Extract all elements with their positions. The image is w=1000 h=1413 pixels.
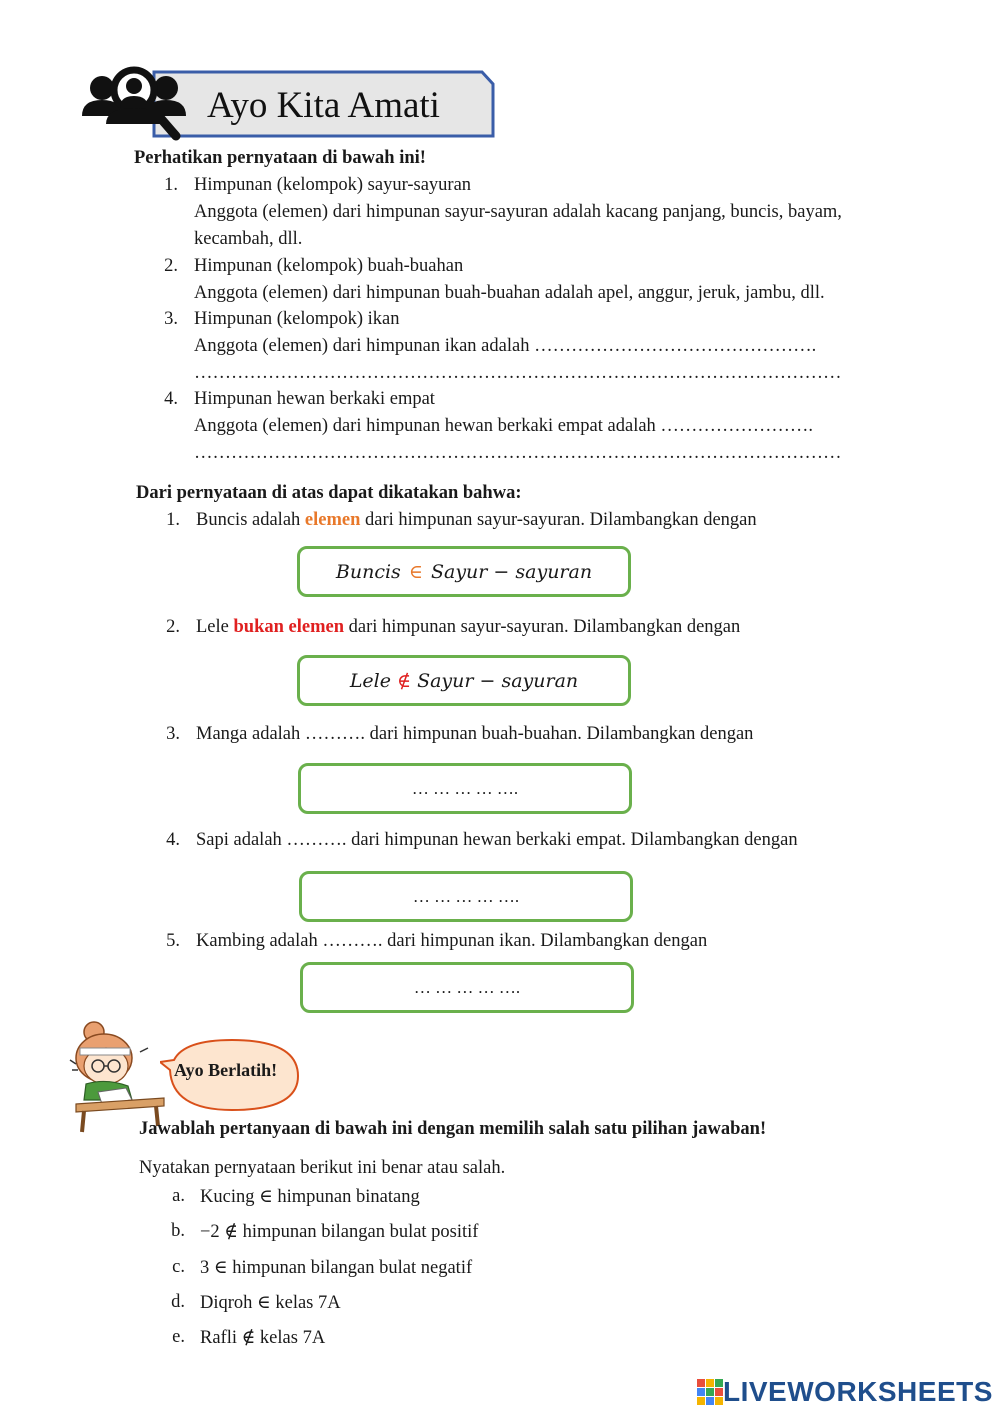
observe-item-1-number: 1. [164, 175, 178, 195]
observe-item-4-title: Himpunan hewan berkaki empat [194, 389, 435, 409]
conclusion-item-4-text: Sapi adalah ………. dari himpunan hewan berkaki empat. Dilambangkan dengan [196, 830, 798, 850]
observe-item-1-title: Himpunan (kelompok) sayur-sayuran [194, 175, 472, 195]
conclusion-item-1-text: Buncis adalah elemen dari himpunan sayur-sayuran. Dilambangkan dengan [196, 510, 757, 530]
practice-item-a[interactable]: Kucing ∈ himpunan binatang [200, 1187, 420, 1207]
practice-prompt: Nyatakan pernyataan berikut ini benar atau salah. [139, 1158, 506, 1178]
practice-item-c-letter: c. [172, 1257, 185, 1277]
conclusion-item-1-number: 1. [166, 510, 180, 530]
practice-item-d-letter: d. [171, 1292, 185, 1312]
observe-item-1-line: Anggota (elemen) dari himpunan sayur-sayuran adalah kacang panjang, buncis, bayam, [194, 202, 842, 222]
observe-instruction: Perhatikan pernyataan di bawah ini! [134, 148, 426, 168]
conclusion-item-2-number: 2. [166, 617, 180, 637]
observe-item-3-title: Himpunan (kelompok) ikan [194, 309, 400, 329]
observe-item-2-number: 2. [164, 256, 178, 276]
practice-item-b[interactable]: −2 ∉ himpunan bilangan bulat positif [200, 1222, 479, 1242]
liveworksheets-logo[interactable] [697, 1376, 993, 1408]
conclusion-item-5-text: Kambing adalah ………. dari himpunan ikan. Dilambangkan dengan [196, 931, 708, 951]
practice-bubble-label: Ayo Berlatih! [174, 1060, 278, 1080]
answer-box-5[interactable]: … … … … …. [300, 962, 634, 1013]
practice-item-e-letter: e. [172, 1327, 185, 1347]
symbol-box-2: Lele ∉ Sayur − sayuran [297, 655, 631, 706]
observe-item-4-number: 4. [164, 389, 178, 409]
conclusion-heading: Dari pernyataan di atas dapat dikatakan bahwa: [136, 483, 522, 503]
observe-item-2-line: Anggota (elemen) dari himpunan buah-buahan adalah apel, anggur, jeruk, jambu, dll. [194, 283, 825, 303]
practice-item-a-letter: a. [172, 1186, 185, 1206]
observe-item-4-line[interactable]: Anggota (elemen) dari himpunan hewan berkaki empat adalah ……………………. [194, 416, 814, 436]
answer-box-3[interactable]: … … … … …. [298, 763, 632, 814]
practice-instruction: Jawablah pertanyaan di bawah ini dengan memilih salah satu pilihan jawaban! [139, 1119, 767, 1139]
practice-item-b-letter: b. [171, 1221, 185, 1241]
conclusion-item-5-number: 5. [166, 931, 180, 951]
observe-item-3-number: 3. [164, 309, 178, 329]
observe-item-3-line-2[interactable]: …………………………………………………………………………………………… [194, 363, 842, 383]
conclusion-item-4-number: 4. [166, 830, 180, 850]
group-search-icon [80, 64, 190, 150]
observe-item-1-line-2: kecambah, dll. [194, 229, 303, 249]
conclusion-item-2-text: Lele bukan elemen dari himpunan sayur-sayuran. Dilambangkan dengan [196, 617, 741, 637]
observe-item-3-line[interactable]: Anggota (elemen) dari himpunan ikan adalah ………………………………………. [194, 336, 817, 356]
conclusion-item-3-number: 3. [166, 724, 180, 744]
answer-box-4[interactable]: … … … … …. [299, 871, 633, 922]
observe-item-2-title: Himpunan (kelompok) buah-buahan [194, 256, 464, 276]
page-title: Ayo Kita Amati [207, 85, 440, 126]
practice-item-c[interactable]: 3 ∈ himpunan bilangan bulat negatif [200, 1258, 473, 1278]
element-of-symbol: ∈ [408, 560, 423, 583]
observe-item-4-line-2[interactable]: …………………………………………………………………………………………… [194, 443, 842, 463]
not-element-of-symbol: ∉ [397, 669, 412, 692]
practice-item-e[interactable]: Rafli ∉ kelas 7A [200, 1328, 326, 1348]
liveworksheets-logo-icon [697, 1379, 723, 1405]
conclusion-item-3-text: Manga adalah ………. dari himpunan buah-buahan. Dilambangkan dengan [196, 724, 754, 744]
symbol-box-1: Buncis ∈ Sayur − sayuran [297, 546, 631, 597]
liveworksheets-logo-text: LIVEWORKSHEETS [723, 1376, 993, 1407]
practice-item-d[interactable]: Diqroh ∈ kelas 7A [200, 1293, 341, 1313]
